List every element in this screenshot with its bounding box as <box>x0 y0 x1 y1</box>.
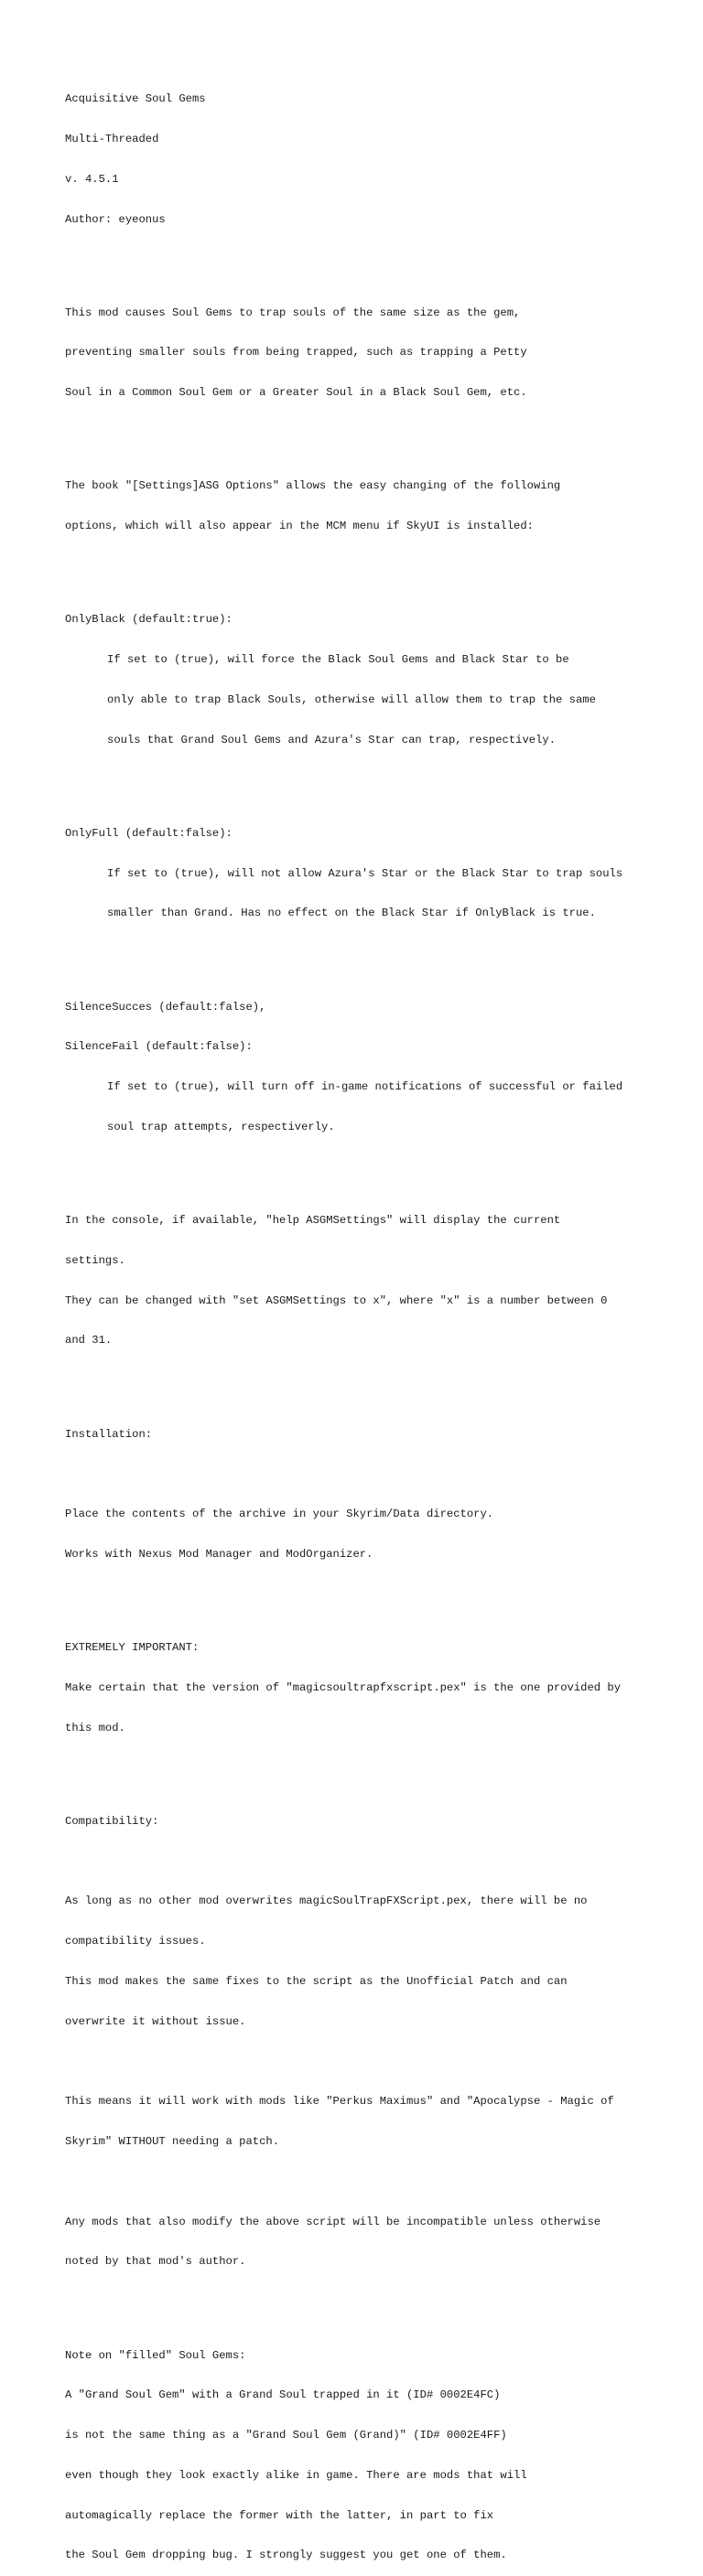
option-silence-desc: If set to (true), will turn off in-game notifications of successful or failed <box>107 1080 623 1094</box>
option-silencefail-name: SilenceFail (default:false): <box>65 1040 253 1054</box>
intro-line: This mod causes Soul Gems to trap souls of the same size as the gem, <box>65 306 521 319</box>
settings-intro-line: options, which will also appear in the MCM menu if SkyUI is installed: <box>65 520 534 533</box>
note-line: even though they look exactly alike in game. There are mods that will <box>65 2468 527 2482</box>
installation-line: Works with Nexus Mod Manager and ModOrganizer. <box>65 1547 373 1561</box>
compatibility-line: Any mods that also modify the above script will be incompatible unless otherwise <box>65 2215 601 2228</box>
console-line: and 31. <box>65 1334 113 1347</box>
option-onlyfull-name: OnlyFull (default:false): <box>65 826 233 840</box>
doc-version: v. 4.5.1 <box>65 172 119 186</box>
note-heading: Note on "filled" Soul Gems: <box>65 2348 246 2362</box>
doc-title: Acquisitive Soul Gems <box>65 92 206 106</box>
compatibility-heading: Compatibility: <box>65 1814 159 1828</box>
doc-author: Author: eyeonus <box>65 212 166 226</box>
compatibility-line: This means it will work with mods like "Perkus Maximus" and "Apocalypse - Magic of <box>65 2095 614 2109</box>
important-line: this mod. <box>65 1721 125 1734</box>
readme-document <box>65 66 687 2576</box>
option-onlyfull-desc: smaller than Grand. Has no effect on the Black Star if OnlyBlack is true. <box>107 907 596 920</box>
console-line: settings. <box>65 1253 125 1267</box>
option-onlyfull-desc: If set to (true), will not allow Azura's Star or the Black Star to trap souls <box>107 866 623 880</box>
installation-line: Place the contents of the archive in your Skyrim/Data directory. <box>65 1508 494 1521</box>
option-silencesucces-name: SilenceSucces (default:false), <box>65 1000 266 1014</box>
note-line: A "Grand Soul Gem" with a Grand Soul trapped in it (ID# 0002E4FC) <box>65 2388 501 2402</box>
console-line: They can be changed with "set ASGMSettings to x", where "x" is a number between 0 <box>65 1293 608 1307</box>
option-onlyblack-desc: only able to trap Black Souls, otherwise will allow them to trap the same <box>107 692 596 706</box>
note-line: automagically replace the former with the latter, in part to fix <box>65 2508 494 2522</box>
compatibility-line: As long as no other mod overwrites magicSoulTrapFXScript.pex, there will be no <box>65 1894 588 1908</box>
important-line: Make certain that the version of "magicsoultrapfxscript.pex" is the one provided by <box>65 1680 622 1694</box>
option-onlyblack-name: OnlyBlack (default:true): <box>65 613 233 627</box>
compatibility-line: noted by that mod's author. <box>65 2255 246 2269</box>
intro-line: Soul in a Common Soul Gem or a Greater Soul in a Black Soul Gem, etc. <box>65 386 527 400</box>
intro-line: preventing smaller souls from being trapped, such as trapping a Petty <box>65 346 527 360</box>
option-onlyblack-desc: souls that Grand Soul Gems and Azura's Star can trap, respectively. <box>107 733 557 746</box>
compatibility-line: This mod makes the same fixes to the script as the Unofficial Patch and can <box>65 1974 568 1988</box>
note-line: is not the same thing as a "Grand Soul Gem (Grand)" (ID# 0002E4FF) <box>65 2429 507 2442</box>
compatibility-line: compatibility issues. <box>65 1935 206 1948</box>
installation-heading: Installation: <box>65 1427 153 1441</box>
settings-intro-line: The book "[Settings]ASG Options" allows the easy changing of the following <box>65 479 561 493</box>
compatibility-line: Skyrim" WITHOUT needing a patch. <box>65 2135 280 2149</box>
option-onlyblack-desc: If set to (true), will force the Black Soul Gems and Black Star to be <box>107 653 569 667</box>
doc-subtitle: Multi-Threaded <box>65 132 159 145</box>
console-line: In the console, if available, "help ASGMSettings" will display the current <box>65 1214 561 1228</box>
note-line: the Soul Gem dropping bug. I strongly suggest you get one of them. <box>65 2549 507 2562</box>
option-silence-desc: soul trap attempts, respectiverly. <box>107 1120 335 1133</box>
important-heading: EXTREMELY IMPORTANT: <box>65 1641 200 1655</box>
compatibility-line: overwrite it without issue. <box>65 2014 246 2028</box>
